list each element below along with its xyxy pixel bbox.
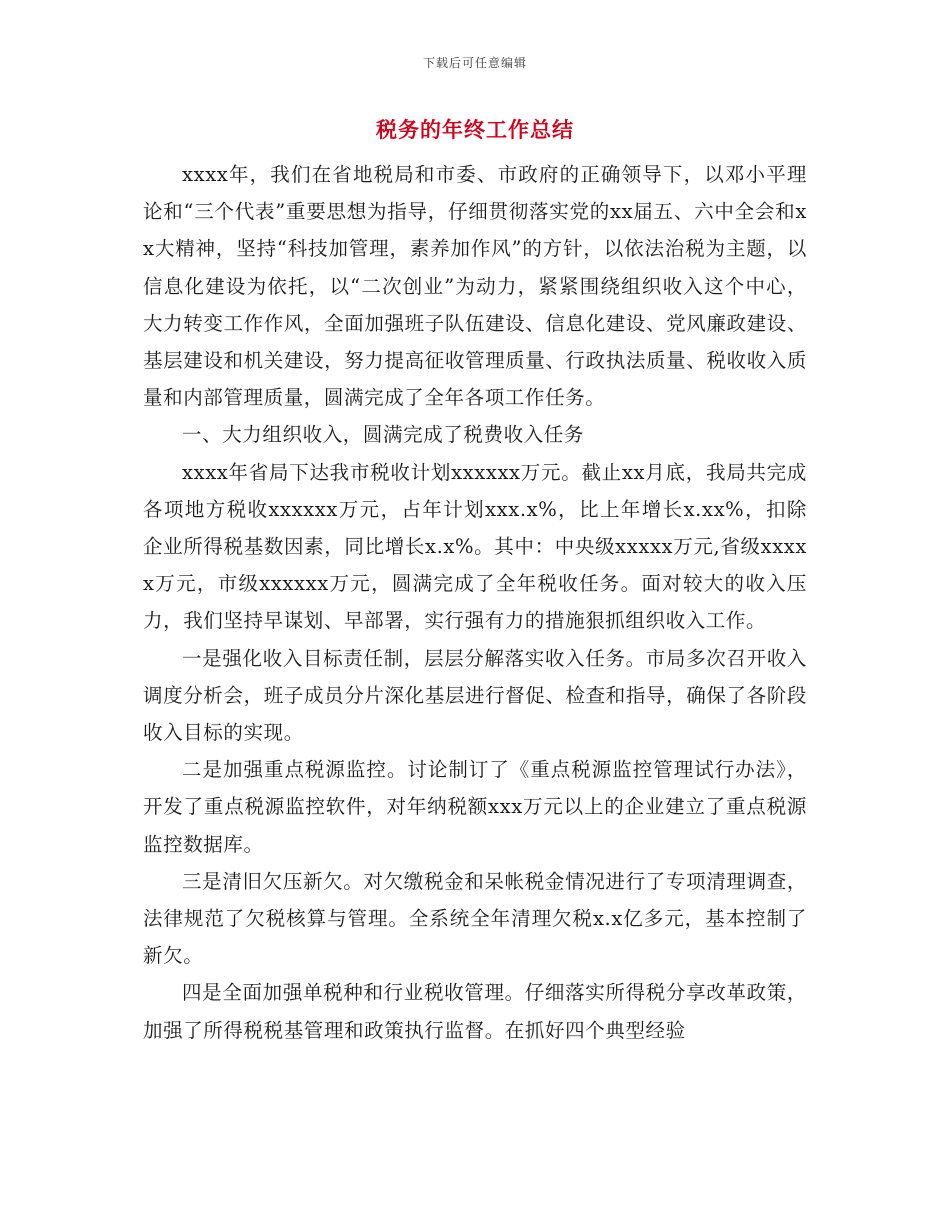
paragraph-point-4: 四是全面加强单税种和行业税收管理。仔细落实所得税分享改革政策，加强了所得税税基管理和政策执行监督。在抓好四个典型经验: [143, 981, 807, 1042]
paragraph-intro: xxxx年，我们在省地税局和市委、市政府的正确领导下，以邓小平理论和“三个代表”重要思想为指导，仔细贯彻落实党的xx届五、六中全会和xx大精神，坚持“科技加管理，素养加作风”的方针，以依法治税为主题，以信息化建设为依托，以“二次创业”为动力，紧紧围绕组织收入这个中心，大力转变工作作风，全面加强班子队伍建设、信息化建设、党风廉政建设、基层建设和机关建设，努力提高征收管理质量、行政执法质量、税收收入质量和内部管理质量，圆满完成了全年各项工作任务。: [143, 163, 807, 410]
document-body: [143, 156, 807, 1049]
paragraph-point-3: 三是清旧欠压新欠。对欠缴税金和呆帐税金情况进行了专项清理调查，法律规范了欠税核算与管理。全系统全年清理欠税x.x亿多元，基本控制了新欠。: [143, 869, 807, 968]
section-heading-1: 一、大力组织收入，圆满完成了税费收入任务: [182, 423, 585, 447]
paragraph-point-1: 一是强化收入目标责任制，层层分解落实收入任务。市局多次召开收入调度分析会，班子成员分片深化基层进行督促、检查和指导，确保了各阶段收入目标的实现。: [143, 646, 807, 745]
paragraph-tax-revenue: xxxx年省局下达我市税收计划xxxxxx万元。截止xx月底，我局共完成各项地方税收xxxxxx万元，占年计划xxx.x%，比上年增长x.xx%，扣除企业所得税基数因素，同比增长x.x%。其中：中央级xxxxx万元,省级xxxxx万元，市级xxxxxx万元，圆满完成了全年税收任务。面对较大的收入压力，我们坚持早谋划、早部署，实行强有力的措施狠抓组织收入工作。: [143, 460, 807, 633]
header-note: 下载后可任意编辑: [422, 56, 527, 70]
document-title: 税务的年终工作总结: [376, 117, 574, 142]
paragraph-point-2: 二是加强重点税源监控。讨论制订了《重点税源监控管理试行办法》，开发了重点税源监控软件，对年纳税额xxx万元以上的企业建立了重点税源监控数据库。: [143, 758, 807, 856]
